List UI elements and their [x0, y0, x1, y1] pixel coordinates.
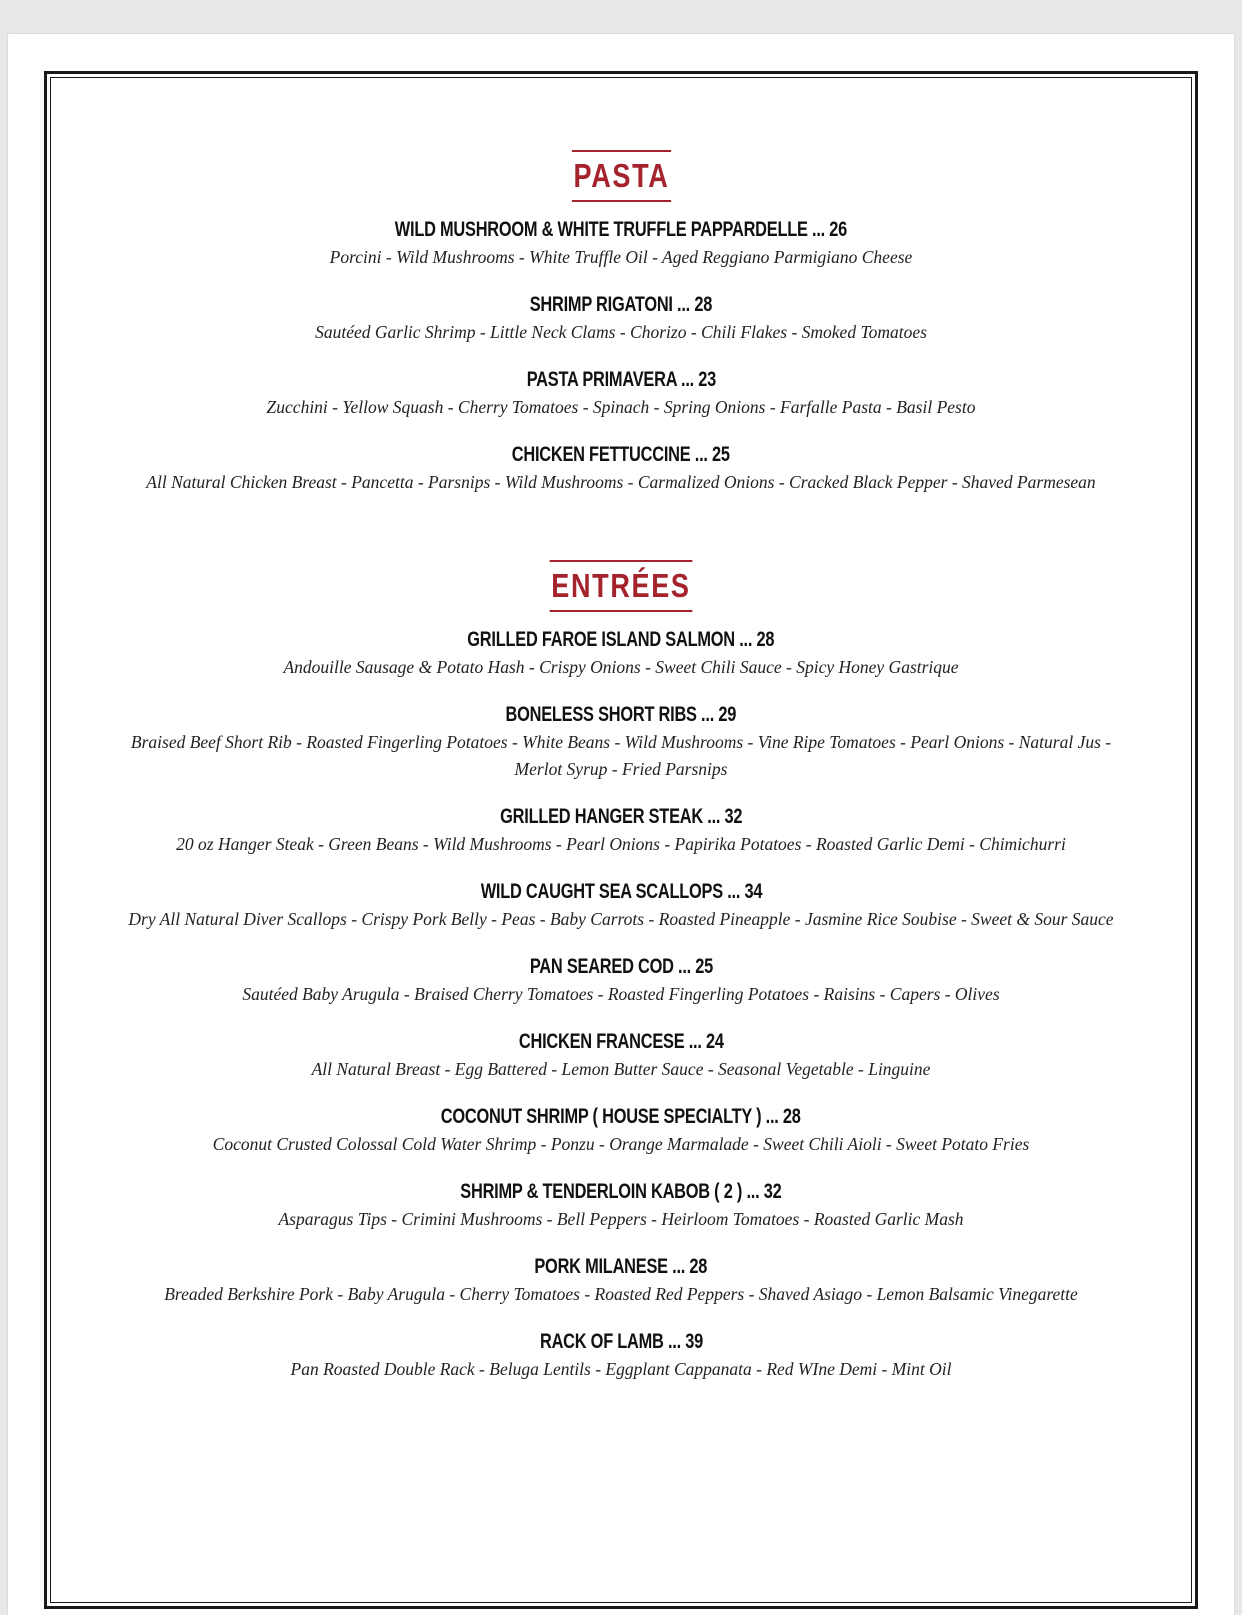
menu-item-description: Dry All Natural Diver Scallops - Crispy Pork Belly - Peas - Baby Carrots - Roasted Pineapple - Jasmine Rice Soubise - Sweet & Sour Sauce: [128, 909, 1114, 929]
menu-item: [47, 1028, 1195, 1083]
menu-item: [47, 1178, 1195, 1233]
menu-item-description: Sautéed Baby Arugula - Braised Cherry Tomatoes - Roasted Fingerling Potatoes - Raisins - Capers - Olives: [242, 984, 1000, 1004]
menu-item-name: CHICKEN FETTUCCINE ... 25: [511, 443, 731, 466]
menu-item: [47, 803, 1195, 858]
menu-item-name: SHRIMP RIGATONI ... 28: [529, 293, 713, 316]
menu-item-name: BONELESS SHORT RIBS ... 29: [505, 703, 737, 726]
menu-border: [44, 71, 1198, 1609]
menu-item-name: PORK MILANESE ... 28: [534, 1255, 708, 1278]
menu-item: [47, 1253, 1195, 1308]
menu-item-description: Coconut Crusted Colossal Cold Water Shrimp - Ponzu - Orange Marmalade - Sweet Chili Aioli - Sweet Potato Fries: [212, 1134, 1030, 1154]
menu-item-description: Zucchini - Yellow Squash - Cherry Tomatoes - Spinach - Spring Onions - Farfalle Pasta - Basil Pesto: [266, 397, 976, 417]
menu-item: [47, 1328, 1195, 1383]
menu-item-name: GRILLED HANGER STEAK ... 32: [499, 805, 743, 828]
menu-item-description: All Natural Breast - Egg Battered - Lemon Butter Sauce - Seasonal Vegetable - Linguine: [311, 1059, 931, 1079]
menu-item: [47, 878, 1195, 933]
menu-item-description: Asparagus Tips - Crimini Mushrooms - Bell Peppers - Heirloom Tomatoes - Roasted Garlic Mash: [278, 1209, 964, 1229]
menu-item-description: Braised Beef Short Rib - Roasted Fingerling Potatoes - White Beans - Wild Mushrooms - Vine Ripe Tomatoes - Pearl Onions - Natural Jus - Merlot Syrup - Fried Parsnips: [130, 732, 1112, 779]
menu-item-name: PAN SEARED COD ... 25: [529, 955, 713, 978]
menu-item-description: Porcini - Wild Mushrooms - White Truffle Oil - Aged Reggiano Parmigiano Cheese: [329, 247, 913, 267]
menu-item-description: Pan Roasted Double Rack - Beluga Lentils - Eggplant Cappanata - Red WIne Demi - Mint Oil: [290, 1359, 952, 1379]
menu-item: [47, 626, 1195, 681]
menu-item-name: GRILLED FAROE ISLAND SALMON ... 28: [467, 628, 775, 651]
menu-item-name: CHICKEN FRANCESE ... 24: [518, 1030, 724, 1053]
section-title-pasta: PASTA: [571, 150, 670, 202]
menu-item-name: WILD MUSHROOM & WHITE TRUFFLE PAPPARDELLE ... 26: [394, 218, 848, 241]
menu-item-name: RACK OF LAMB ... 39: [539, 1330, 703, 1353]
menu-content: [47, 74, 1195, 1383]
menu-item-name: SHRIMP & TENDERLOIN KABOB ( 2 ) ... 32: [460, 1180, 782, 1203]
section-title-entrees: ENTRÉES: [550, 560, 693, 612]
menu-item: [47, 366, 1195, 421]
menu-item: [47, 1103, 1195, 1158]
menu-item-description: All Natural Chicken Breast - Pancetta - Parsnips - Wild Mushrooms - Carmalized Onions - Cracked Black Pepper - Shaved Parmesean: [146, 472, 1096, 492]
menu-item: [47, 701, 1195, 783]
menu-item-name: PASTA PRIMAVERA ... 23: [526, 368, 716, 391]
menu-page: [8, 34, 1234, 1615]
menu-item: [47, 291, 1195, 346]
menu-item-description: Sautéed Garlic Shrimp - Little Neck Clams - Chorizo - Chili Flakes - Smoked Tomatoes: [315, 322, 927, 342]
menu-item: [47, 953, 1195, 1008]
menu-item-name: WILD CAUGHT SEA SCALLOPS ... 34: [480, 880, 762, 903]
menu-item: [47, 441, 1195, 496]
menu-item-name: COCONUT SHRIMP ( HOUSE SPECIALTY ) ... 28: [441, 1105, 801, 1128]
menu-item-description: Breaded Berkshire Pork - Baby Arugula - Cherry Tomatoes - Roasted Red Peppers - Shaved Asiago - Lemon Balsamic Vinegarette: [164, 1284, 1078, 1304]
menu-item-description: Andouille Sausage & Potato Hash - Crispy Onions - Sweet Chili Sauce - Spicy Honey Gastrique: [283, 657, 959, 677]
menu-item: [47, 216, 1195, 271]
menu-item-description: 20 oz Hanger Steak - Green Beans - Wild Mushrooms - Pearl Onions - Papirika Potatoes - Roasted Garlic Demi - Chimichurri: [176, 834, 1066, 854]
